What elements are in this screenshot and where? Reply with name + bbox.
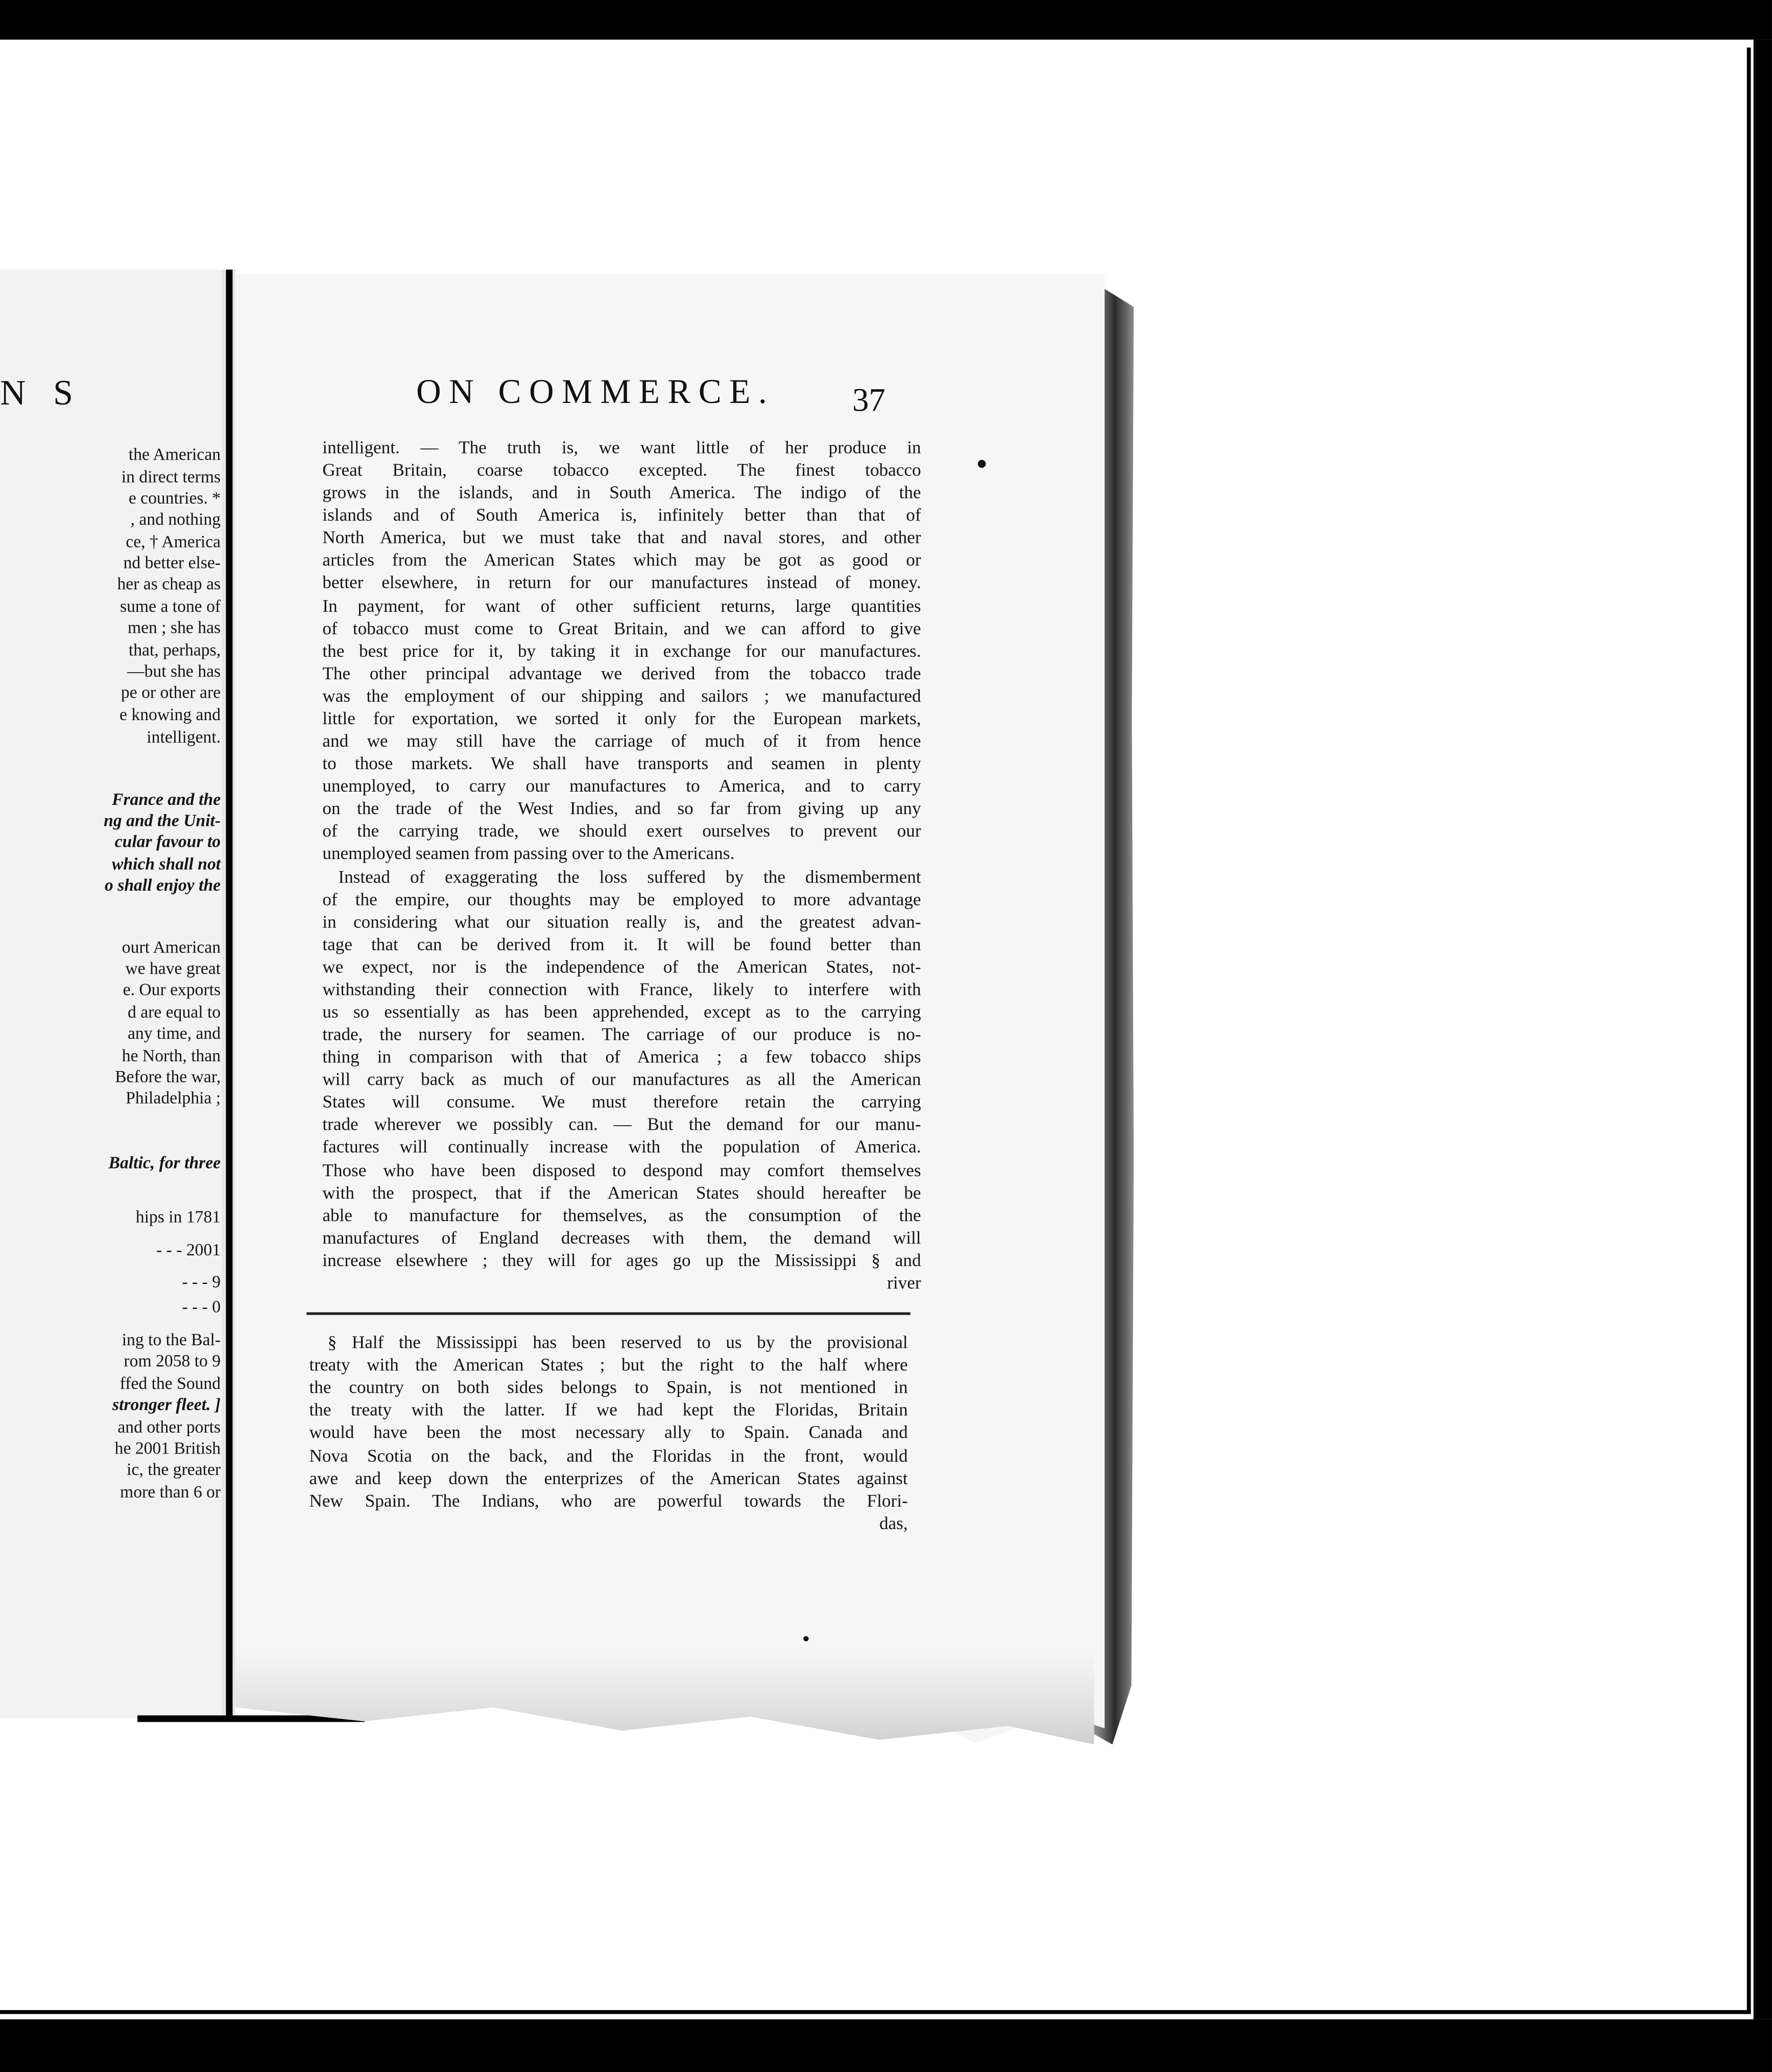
- footnote-text-line: the country on both sides belongs to Spain, is not mentioned in: [309, 1377, 908, 1397]
- body-text-line: us so essentially as has been apprehended, except as to the carrying: [322, 1002, 921, 1022]
- left-text-line: Philadelphia ;: [126, 1087, 221, 1108]
- body-text-line: of tobacco must come to Great Britain, and we can afford to give: [322, 618, 921, 638]
- left-text-line: intelligent.: [147, 727, 221, 747]
- body-text-line: factures will continually increase with the population of America.: [322, 1137, 921, 1157]
- left-text-line: ing to the Bal-: [122, 1329, 221, 1349]
- body-text-line: in considering what our situation really is, and the greatest advan-: [322, 911, 921, 932]
- body-text-line: little for exportation, we sorted it only for the European markets,: [322, 708, 921, 728]
- left-text-line: the American: [128, 444, 221, 464]
- body-text-line: trade, the nursery for seamen. The carriage of our produce is no-: [322, 1024, 921, 1044]
- left-text-line: hips in 1781: [135, 1206, 221, 1227]
- left-text-line: cular favour to: [114, 831, 221, 851]
- body-text-line: we expect, nor is the independence of the American States, not-: [322, 956, 921, 977]
- left-text-line: he 2001 British: [114, 1438, 221, 1458]
- body-text-line: with the prospect, that if the American States should hereafter be: [322, 1182, 921, 1202]
- left-text-line: - - - 2001: [156, 1240, 221, 1259]
- scanner-frame-right-inner: [1747, 47, 1751, 2014]
- body-text-line: In payment, for want of other sufficient returns, large quantities: [322, 595, 921, 615]
- footnote-text-line: the treaty with the latter. If we had kept the Floridas, Britain: [309, 1400, 908, 1420]
- footnote-text-line: awe and keep down the enterprizes of the American States against: [309, 1467, 908, 1488]
- left-text-line: rom 2058 to 9: [124, 1350, 221, 1371]
- left-text-line: stronger fleet. ]: [112, 1394, 221, 1414]
- left-text-line: men ; she has: [127, 617, 221, 637]
- body-text-line: tage that can be derived from it. It will be found better than: [322, 934, 921, 954]
- body-text-line: manufactures of England decreases with them, the demand will: [322, 1227, 921, 1248]
- body-text-line: the best price for it, by taking it in exchange for our manufactures.: [322, 640, 921, 661]
- left-text-line: , and nothing: [130, 509, 221, 529]
- page-number: 37: [852, 383, 885, 419]
- left-text-line: - - - 0: [182, 1296, 221, 1317]
- left-running-head: N S: [0, 372, 83, 413]
- body-text-line: was the employment of our shipping and sailors ; we manufactured: [322, 685, 921, 706]
- running-head: ON COMMERCE.: [416, 372, 775, 411]
- left-text-line: —but she has: [127, 660, 221, 681]
- body-text-line: river: [887, 1272, 921, 1293]
- body-text-line: grows in the islands, and in South America. The indigo of the: [322, 482, 921, 503]
- left-text-line: d are equal to: [127, 1002, 221, 1022]
- body-text-line: States will consume. We must therefore retain the carrying: [322, 1092, 921, 1112]
- scanner-frame-bottom-inner: [0, 2010, 1751, 2014]
- scanner-frame-top: [0, 0, 1772, 40]
- left-text-line: her as cheap as: [117, 574, 221, 593]
- footnote-text-line: New Spain. The Indians, who are powerful towards the Flori-: [309, 1490, 908, 1510]
- left-text-line: in direct terms: [121, 466, 221, 487]
- body-text-line: North America, but we must take that and naval stores, and other: [322, 528, 921, 548]
- body-text-line: of the empire, our thoughts may be employed to more advantage: [322, 889, 921, 909]
- left-text-line: he North, than: [122, 1045, 221, 1065]
- left-text-line: sume a tone of: [120, 596, 221, 616]
- left-text-line: - - - 9: [182, 1271, 221, 1292]
- footnote-text-line: Nova Scotia on the back, and the Floridas in the front, would: [309, 1445, 908, 1465]
- footnote-text-line: das,: [879, 1513, 908, 1533]
- gutter-rule: [226, 270, 232, 1716]
- left-text-line: ourt American: [122, 937, 221, 957]
- left-text-line: e countries. *: [128, 487, 221, 508]
- body-text-line: islands and of South America is, infinitely better than that of: [322, 505, 921, 525]
- body-text-line: withstanding their connection with France, likely to interfere with: [322, 979, 921, 999]
- footnote-rule: [306, 1312, 911, 1315]
- left-text-line: e knowing and: [119, 704, 221, 725]
- left-text-line: more than 6 or: [120, 1481, 221, 1502]
- left-text-line: that, perhaps,: [128, 639, 221, 660]
- body-text-line: and we may still have the carriage of much of it from hence: [322, 731, 921, 751]
- left-text-line: ng and the Unit-: [104, 810, 221, 830]
- scanner-frame-bottom: [0, 2019, 1772, 2072]
- body-text-line: Those who have been disposed to despond may comfort themselves: [322, 1159, 921, 1180]
- body-text-line: able to manufacture for themselves, as the consumption of the: [322, 1205, 921, 1225]
- body-text-line: unemployed seamen from passing over to the Americans.: [322, 844, 735, 864]
- left-text-line: nd better else-: [123, 552, 221, 573]
- body-text-line: to those markets. We shall have transports and seamen in plenty: [322, 753, 921, 774]
- ink-speck: [803, 1636, 808, 1641]
- body-text-line: on the trade of the West Indies, and so far from giving up any: [322, 798, 921, 819]
- body-text-line: of the carrying trade, we should exert ourselves to prevent our: [322, 821, 921, 841]
- body-text-line: trade wherever we possibly can. — But the demand for our manu-: [322, 1114, 921, 1135]
- left-text-line: o shall enjoy the: [105, 874, 221, 895]
- page-bottom-edge: [235, 1652, 1094, 1745]
- left-text-line: and other ports: [117, 1416, 221, 1437]
- left-text-line: ce, † America: [126, 531, 221, 552]
- left-text-line: France and the: [112, 789, 221, 809]
- body-text-line: thing in comparison with that of America ; a few tobacco ships: [322, 1046, 921, 1067]
- body-text-line: better elsewhere, in return for our manufactures instead of money.: [322, 573, 921, 593]
- left-text-line: Baltic, for three: [108, 1152, 221, 1173]
- left-text-line: we have great: [125, 958, 221, 978]
- scanner-frame-right: [1754, 40, 1772, 2019]
- body-text-line: The other principal advantage we derived from the tobacco trade: [322, 663, 921, 683]
- left-text-line: which shall not: [111, 853, 221, 874]
- body-text-line: Instead of exaggerating the loss suffered by the dismemberment: [338, 866, 921, 887]
- body-text-line: will carry back as much of our manufactures as all the American: [322, 1069, 921, 1089]
- body-text-line: Great Britain, coarse tobacco excepted. The finest tobacco: [322, 460, 921, 480]
- body-text-line: articles from the American States which may be got as good or: [322, 550, 921, 570]
- body-text-line: unemployed, to carry our manufactures to America, and to carry: [322, 776, 921, 796]
- footnote-text-line: would have been the most necessary ally to Spain. Canada and: [309, 1422, 908, 1443]
- body-text-line: intelligent. — The truth is, we want little of her produce in: [322, 437, 921, 458]
- left-text-line: ic, the greater: [127, 1459, 221, 1479]
- footnote-text-line: § Half the Mississippi has been reserved to us by the provisional: [327, 1332, 908, 1352]
- left-text-line: pe or other are: [121, 682, 221, 702]
- left-text-line: e. Our exports: [123, 979, 221, 999]
- ink-speck: [978, 460, 986, 468]
- footnote-text-line: treaty with the American States ; but the right to the half where: [309, 1354, 908, 1375]
- left-text-line: ffed the Sound: [119, 1373, 221, 1393]
- body-text-line: increase elsewhere ; they will for ages go up the Mississippi § and: [322, 1250, 921, 1270]
- left-text-line: Before the war,: [115, 1066, 221, 1087]
- left-text-line: any time, and: [127, 1022, 221, 1043]
